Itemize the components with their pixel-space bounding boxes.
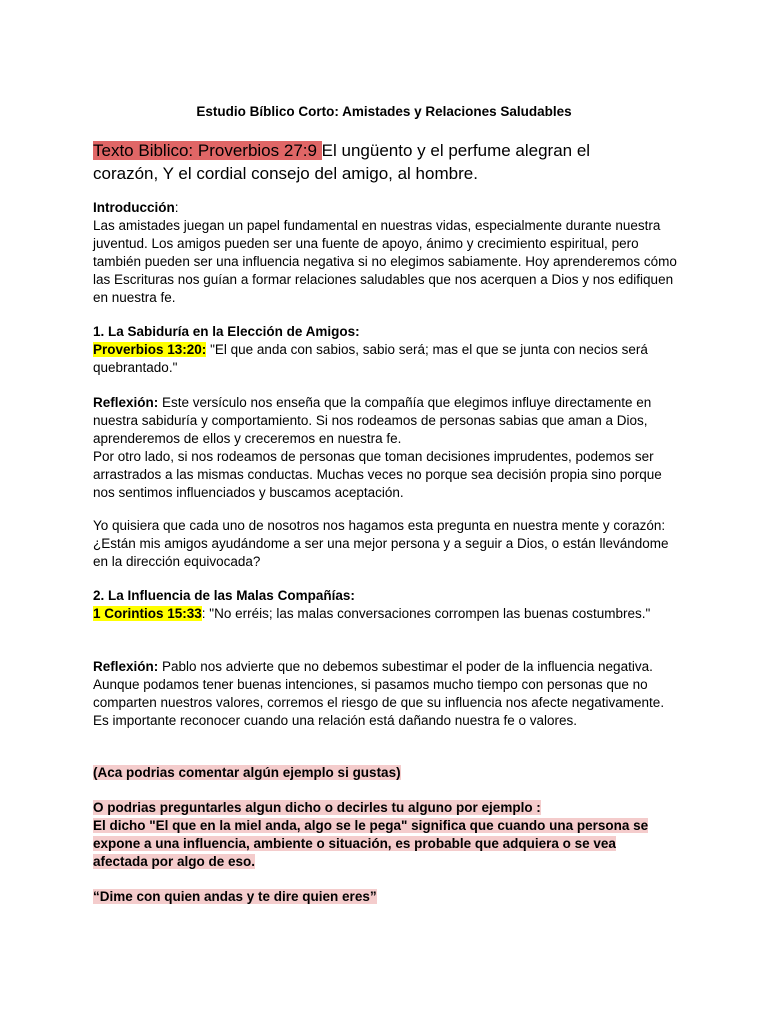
note-3: “Dime con quien andas y te dire quien eres”	[93, 889, 377, 904]
section-1-verse	[93, 341, 683, 377]
section-1-reflexion	[93, 394, 683, 502]
section-2-quote: : "No erréis; las malas conversaciones corrompen las buenas costumbres."	[201, 606, 651, 621]
section-1-reflexion-body: Este versículo nos enseña que la compañía que elegimos influye directamente en nuestra sabiduría y comportamiento. Si nos rodeamos de personas sabias que aman a Dios, aprenderemos de ellos y creceremos en nuestra fe.	[93, 395, 652, 446]
section-2	[93, 587, 683, 623]
document-title: Estudio Bíblico Corto: Amistades y Relaciones Saludables	[196, 104, 572, 119]
section-2-reflexion-body: Pablo nos advierte que no debemos subestimar el poder de la influencia negativa. Aunque podamos tener buenas intenciones, si pasamos mucho tiempo con personas que no comparten nuestros valores, corremos el riesgo de que su influencia nos afecte negativamente. Es importante reconocer cuando una relación está dañando nuestra fe o valores.	[93, 659, 665, 728]
intro-body: Las amistades juegan un papel fundamental en nuestras vidas, especialmente durante nuestra juventud. Los amigos pueden ser una fuente de apoyo, ánimo y crecimiento espiritual, pero también pueden ser una influencia negativa si no elegimos sabiamente. Hoy aprenderemos cómo las Escrituras nos guían a formar relaciones saludables que nos acerquen a Dios y nos edifiquen en nuestra fe.	[93, 218, 677, 305]
intro-colon: :	[174, 200, 179, 215]
intro-section	[93, 199, 683, 307]
section-1	[93, 323, 683, 377]
section-1-paragraph-3: Yo quisiera que cada uno de nosotros nos hagamos esta pregunta en nuestra mente y corazón: ¿Están mis amigos ayudándome a ser una mejor persona y a seguir a Dios, o están llevándome en la dirección equivocada?	[93, 518, 669, 569]
section-2-heading: 2. La Influencia de las Malas Compañías:	[93, 588, 355, 603]
section-2-reflexion-label: Reflexión:	[93, 659, 159, 674]
key-verse	[93, 139, 653, 185]
section-2-verse	[93, 605, 683, 623]
note-3-block	[93, 888, 683, 906]
section-1-quote: "El que anda con sabios, sabio será; mas el que se junta con necios será quebrantado."	[93, 342, 648, 375]
key-verse-text: El ungüento y el perfume alegran el corazón, Y el cordial consejo del amigo, al hombre.	[93, 141, 591, 183]
section-1-paragraph-2: Por otro lado, si nos rodeamos de personas que toman decisiones imprudentes, podemos ser arrastrados a las mismas conductas. Muchas veces no porque sea decisión propia sino porque nos sentimos influenciados y buscamos aceptación.	[93, 449, 662, 500]
section-1-ref: Proverbios 13:20:	[93, 342, 207, 357]
section-2-ref: 1 Corintios 15:33	[93, 606, 202, 621]
note-1-block	[93, 764, 683, 782]
note-2-line-2: El dicho "El que en la miel anda, algo se le pega" significa que cuando una persona se expone a una influencia, ambiente o situación, es probable que adquiera o se vea afectada por algo de eso.	[93, 818, 649, 869]
note-2-block	[93, 799, 665, 871]
section-2-reflexion	[93, 658, 683, 730]
intro-heading: Introducción	[93, 200, 175, 215]
section-1-question	[93, 517, 683, 571]
note-1: (Aca podrias comentar algún ejemplo si gustas)	[93, 765, 401, 780]
note-2-line-1: O podrias preguntarles algun dicho o decirles tu alguno por ejemplo :	[93, 800, 541, 815]
section-1-heading: 1. La Sabiduría en la Elección de Amigos:	[93, 324, 360, 339]
section-1-reflexion-label: Reflexión:	[93, 395, 159, 410]
key-verse-label: Texto Biblico: Proverbios 27:9	[93, 141, 322, 160]
